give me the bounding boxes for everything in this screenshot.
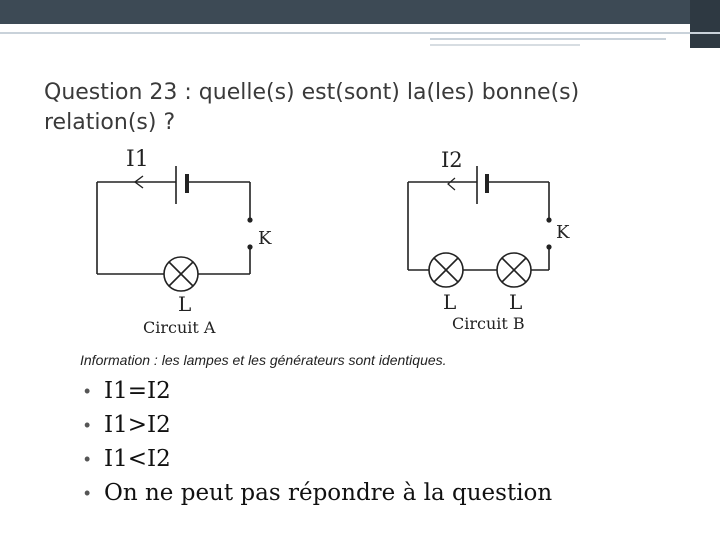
answer-option-label: I1>I2 [104, 412, 171, 438]
current-i1-label: I1 [126, 147, 149, 172]
answer-option[interactable] [84, 442, 552, 476]
answer-option[interactable] [84, 408, 552, 442]
switch-contact-icon [247, 217, 252, 222]
switch-k-label: K [258, 228, 272, 249]
circuit-b [408, 166, 549, 287]
answer-option-label: I1<I2 [104, 446, 171, 472]
current-i2-label: I2 [441, 148, 463, 172]
answer-option-label: I1=I2 [104, 378, 171, 404]
lamp-l-label: L [178, 292, 192, 316]
answer-option-label: On ne peut pas répondre à la question [104, 480, 553, 506]
circuit-a-caption: Circuit A [143, 318, 216, 337]
circuit-a [97, 166, 250, 291]
slide-title: Question 23 : quelle(s) est(sont) la(les) bonne(s) relation(s) ? [44, 80, 580, 135]
bullet-icon: • [84, 381, 91, 401]
switch-contact-icon [546, 217, 551, 222]
circuit-b-caption: Circuit B [452, 314, 525, 333]
switch-contact-icon [546, 244, 551, 249]
answer-option[interactable] [84, 374, 552, 408]
lamp-l-label-1: L [443, 290, 457, 314]
bullet-icon: • [84, 415, 91, 435]
bullet-icon: • [84, 483, 91, 503]
answer-options [84, 374, 552, 510]
lamp-l-label-2: L [509, 290, 523, 314]
switch-k-label: K [556, 222, 570, 243]
information-text: Information : les lampes et les générateurs sont identiques. [80, 352, 447, 368]
bullet-icon: • [84, 449, 91, 469]
switch-contact-icon [247, 244, 252, 249]
answer-option[interactable] [84, 476, 552, 510]
